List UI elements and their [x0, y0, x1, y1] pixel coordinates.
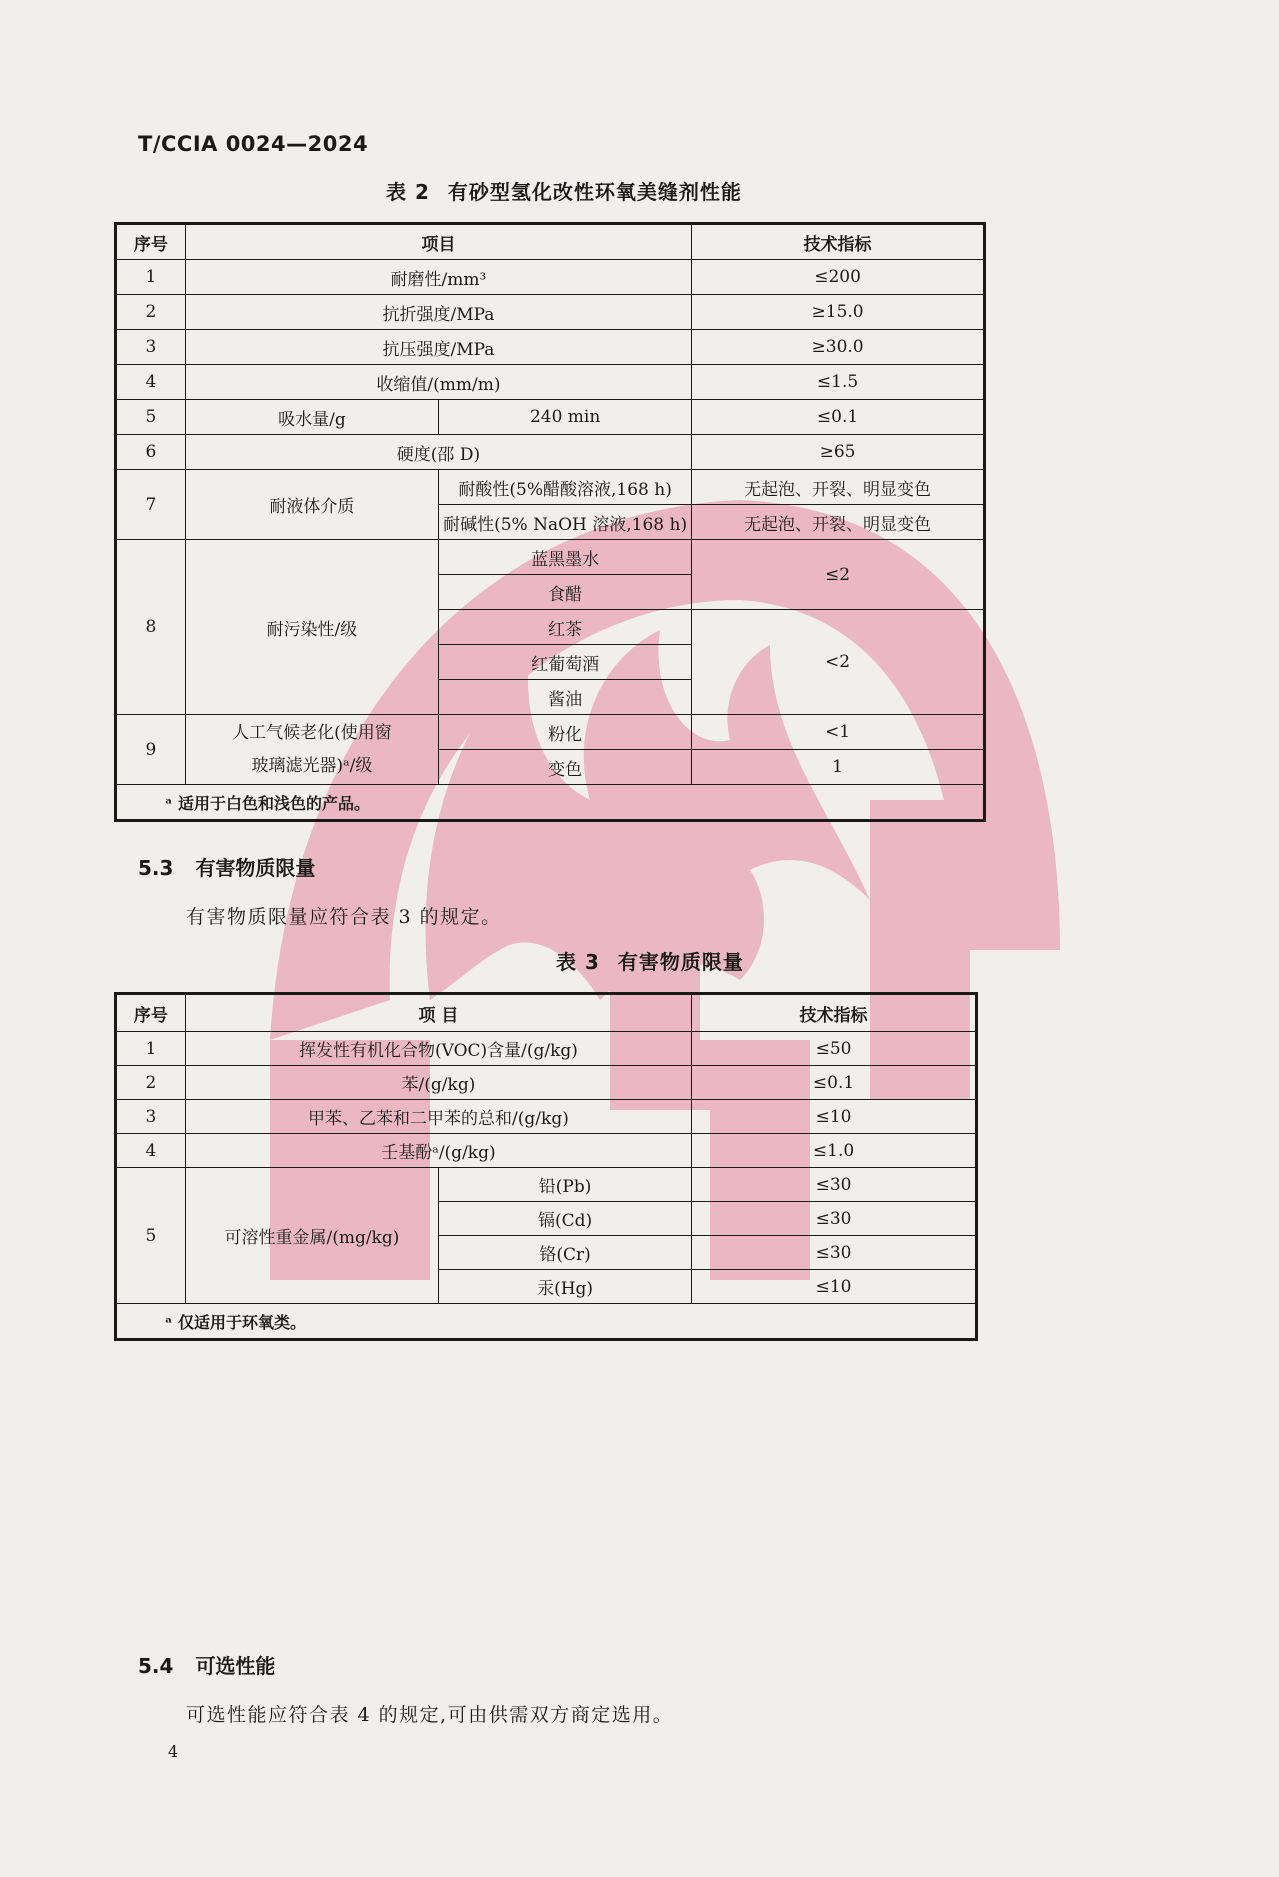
- table-row: [116, 1134, 977, 1168]
- cell-spec: ≤50: [692, 1032, 977, 1066]
- cell-item: 甲苯、乙苯和二甲苯的总和/(g/kg): [185, 1100, 691, 1134]
- table3-caption-number: 表 3: [556, 950, 600, 974]
- cell-spec: <2: [692, 610, 985, 715]
- cell-item: 抗折强度/MPa: [185, 295, 691, 330]
- cell-seq: 5: [116, 1168, 186, 1304]
- table2-caption-title: 有砂型氢化改性环氧美缝剂性能: [447, 180, 742, 204]
- section-number: 5.3: [138, 856, 174, 880]
- cell-subitem: 粉化: [439, 715, 692, 750]
- cell-spec: ≤30: [692, 1236, 977, 1270]
- cell-spec: ≤0.1: [692, 400, 985, 435]
- cell-seq: 4: [116, 365, 186, 400]
- cell-seq: 5: [116, 400, 186, 435]
- table-row: [116, 1168, 977, 1202]
- cell-item: 耐磨性/mm³: [185, 260, 691, 295]
- cell-seq: 7: [116, 470, 186, 540]
- cell-item: 耐污染性/级: [185, 540, 438, 715]
- cell-spec: ≤0.1: [692, 1066, 977, 1100]
- cell-subitem: 红葡萄酒: [439, 645, 692, 680]
- cell-item: 苯/(g/kg): [185, 1066, 691, 1100]
- cell-item: 收缩值/(mm/m): [185, 365, 691, 400]
- page-number: 4: [168, 1742, 179, 1761]
- table-row: [116, 1032, 977, 1066]
- cell-item: 吸水量/g: [185, 400, 438, 435]
- cell-item: 壬基酚ᵃ/(g/kg): [185, 1134, 691, 1168]
- cell-seq: 4: [116, 1134, 186, 1168]
- cell-seq: 2: [116, 1066, 186, 1100]
- cell-subitem: 红茶: [439, 610, 692, 645]
- cell-subitem: 蓝黑墨水: [439, 540, 692, 575]
- cell-item: 挥发性有机化合物(VOC)含量/(g/kg): [185, 1032, 691, 1066]
- cell-spec: ≥65: [692, 435, 985, 470]
- header-spec: 技术指标: [692, 994, 977, 1032]
- cell-subitem: 耐酸性(5%醋酸溶液,168 h): [439, 470, 692, 505]
- cell-item: 可溶性重金属/(mg/kg): [185, 1168, 438, 1304]
- table-row: [116, 400, 985, 435]
- section-5-3-heading: [138, 852, 315, 881]
- table-row: [116, 540, 985, 575]
- cell-subitem: 汞(Hg): [439, 1270, 692, 1304]
- cell-spec: ≤10: [692, 1100, 977, 1134]
- table3: [114, 992, 978, 1341]
- section-number: 5.4: [138, 1654, 174, 1678]
- table2-caption-number: 表 2: [386, 180, 430, 204]
- cell-spec: ≥30.0: [692, 330, 985, 365]
- table-footnote-row: [116, 785, 985, 821]
- table-row: [116, 1100, 977, 1134]
- table2: [114, 222, 986, 822]
- cell-seq: 6: [116, 435, 186, 470]
- table-row: [116, 1066, 977, 1100]
- cell-item: 人工气候老化(使用窗玻璃滤光器)ᵃ/级: [185, 715, 438, 785]
- table2-footnote: ᵃ 适用于白色和浅色的产品。: [116, 785, 985, 821]
- cell-spec: 1: [692, 750, 985, 785]
- document-code: T/CCIA 0024—2024: [138, 132, 369, 156]
- cell-spec: ≤30: [692, 1168, 977, 1202]
- cell-spec: ≤200: [692, 260, 985, 295]
- cell-subitem: 铅(Pb): [439, 1168, 692, 1202]
- cell-spec: ≤30: [692, 1202, 977, 1236]
- table-row: [116, 295, 985, 330]
- table-footnote-row: [116, 1304, 977, 1340]
- cell-spec: ≤1.0: [692, 1134, 977, 1168]
- table-row: [116, 470, 985, 505]
- header-seq: 序号: [116, 994, 186, 1032]
- cell-seq: 2: [116, 295, 186, 330]
- cell-subitem: 铬(Cr): [439, 1236, 692, 1270]
- section-5-4-text: 可选性能应符合表 4 的规定,可由供需双方商定选用。: [186, 1704, 674, 1726]
- table3-footnote: ᵃ 仅适用于环氧类。: [116, 1304, 977, 1340]
- cell-spec: ≤10: [692, 1270, 977, 1304]
- cell-seq: 1: [116, 1032, 186, 1066]
- table-header-row: [116, 994, 977, 1032]
- cell-spec: ≤2: [692, 540, 985, 610]
- cell-seq: 3: [116, 330, 186, 365]
- cell-item: 硬度(邵 D): [185, 435, 691, 470]
- cell-spec: ≤1.5: [692, 365, 985, 400]
- cell-spec: 无起泡、开裂、明显变色: [692, 470, 985, 505]
- cell-seq: 8: [116, 540, 186, 715]
- table-row: [116, 435, 985, 470]
- table-row: [116, 365, 985, 400]
- cell-item: 耐液体介质: [185, 470, 438, 540]
- cell-seq: 1: [116, 260, 186, 295]
- section-title: 可选性能: [195, 1654, 276, 1678]
- table2-caption: [386, 176, 742, 205]
- cell-subitem: 食醋: [439, 575, 692, 610]
- cell-spec: 无起泡、开裂、明显变色: [692, 505, 985, 540]
- table-row: [116, 330, 985, 365]
- cell-seq: 3: [116, 1100, 186, 1134]
- table-header-row: [116, 224, 985, 260]
- table-row: [116, 715, 985, 750]
- table3-caption: [556, 946, 744, 975]
- cell-subitem: 变色: [439, 750, 692, 785]
- section-5-4-heading: [138, 1650, 275, 1679]
- table-row: [116, 260, 985, 295]
- header-spec: 技术指标: [692, 224, 985, 260]
- header-item: 项目: [185, 224, 691, 260]
- cell-spec: ≥15.0: [692, 295, 985, 330]
- cell-subitem: 镉(Cd): [439, 1202, 692, 1236]
- section-5-3-text: 有害物质限量应符合表 3 的规定。: [186, 906, 502, 928]
- cell-item: 抗压强度/MPa: [185, 330, 691, 365]
- cell-subitem: 酱油: [439, 680, 692, 715]
- header-item: 项 目: [185, 994, 691, 1032]
- section-title: 有害物质限量: [195, 856, 316, 880]
- cell-seq: 9: [116, 715, 186, 785]
- header-seq: 序号: [116, 224, 186, 260]
- cell-spec: <1: [692, 715, 985, 750]
- cell-subitem: 耐碱性(5% NaOH 溶液,168 h): [439, 505, 692, 540]
- table3-caption-title: 有害物质限量: [617, 950, 744, 974]
- cell-subitem: 240 min: [439, 400, 692, 435]
